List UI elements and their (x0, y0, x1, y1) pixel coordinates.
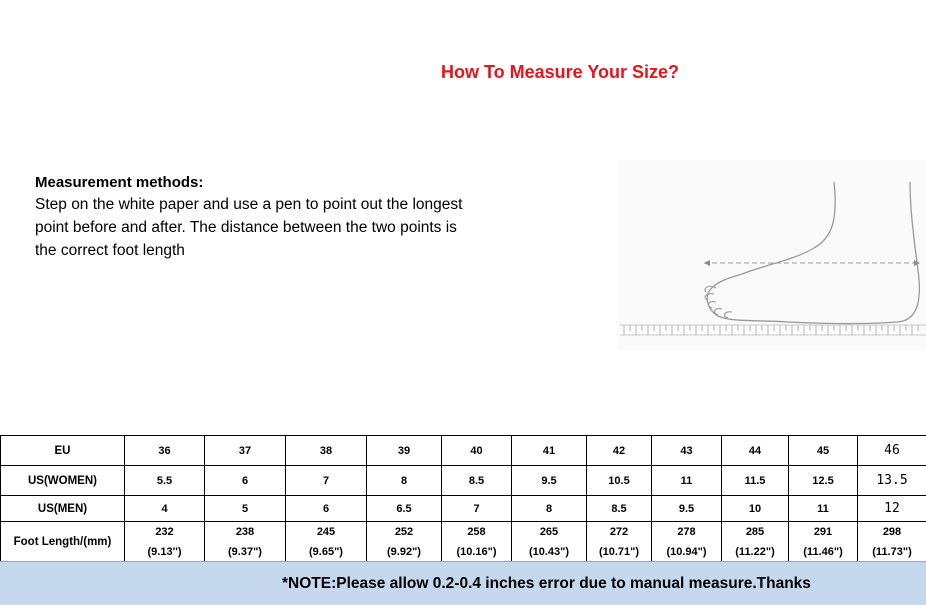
measurement-methods (35, 173, 535, 262)
table-cell: 6 (286, 496, 367, 522)
measurement-line: the correct foot length (35, 239, 535, 262)
table-row-foot-length (1, 522, 926, 562)
inch-value: (9.13'') (125, 545, 204, 559)
note-bar (0, 561, 926, 605)
table-row-eu (1, 436, 926, 466)
measurement-line: Step on the white paper and use a pen to point out the longest (35, 193, 535, 216)
mm-value: 238 (205, 525, 285, 539)
mm-value: 285 (722, 525, 788, 539)
inch-value: (10.71") (587, 545, 651, 559)
row-label-eu: EU (1, 436, 125, 466)
table-cell (789, 522, 858, 562)
table-cell: 7 (286, 466, 367, 496)
mm-value: 245 (286, 525, 366, 539)
table-cell (512, 522, 587, 562)
table-cell (205, 522, 286, 562)
inch-value: (11.46") (789, 545, 857, 559)
table-cell: 39 (367, 436, 442, 466)
table-cell: 37 (205, 436, 286, 466)
size-table (0, 435, 926, 562)
inch-value: (10.16") (442, 545, 511, 559)
table-cell (652, 522, 722, 562)
table-row-us-women (1, 466, 926, 496)
table-cell: 11.5 (722, 466, 789, 496)
row-label-foot-length: Foot Length/(mm) (1, 522, 125, 562)
mm-value: 258 (442, 525, 511, 539)
page-title: How To Measure Your Size? (441, 62, 679, 83)
row-label-us-men: US(MEN) (1, 496, 125, 522)
table-cell: 46 (858, 436, 926, 466)
table-cell (722, 522, 789, 562)
inch-value: (11.22") (722, 545, 788, 559)
mm-value: 278 (652, 525, 721, 539)
note-text: *NOTE:Please allow 0.2-0.4 inches error due to manual measure.Thanks (282, 575, 811, 593)
table-cell (858, 522, 926, 562)
measurement-heading: Measurement methods: (35, 173, 535, 193)
table-cell (367, 522, 442, 562)
foot-measurement-icon (618, 160, 926, 350)
table-cell: 36 (125, 436, 205, 466)
table-cell: 5.5 (125, 466, 205, 496)
table-cell: 45 (789, 436, 858, 466)
table-cell: 9.5 (652, 496, 722, 522)
mm-value: 291 (789, 525, 857, 539)
table-row-us-men (1, 496, 926, 522)
table-cell: 43 (652, 436, 722, 466)
table-cell: 8.5 (442, 466, 512, 496)
table-cell: 11 (789, 496, 858, 522)
table-cell: 4 (125, 496, 205, 522)
table-cell: 44 (722, 436, 789, 466)
mm-value: 272 (587, 525, 651, 539)
table-cell: 13.5 (858, 466, 926, 496)
table-cell: 8.5 (587, 496, 652, 522)
table-cell: 6 (205, 466, 286, 496)
table-cell: 6.5 (367, 496, 442, 522)
table-cell: 11 (652, 466, 722, 496)
table-cell: 12 (858, 496, 926, 522)
mm-value: 298 (858, 525, 926, 539)
table-cell: 42 (587, 436, 652, 466)
table-cell: 8 (367, 466, 442, 496)
mm-value: 232 (125, 525, 204, 539)
inch-value: (9.37") (205, 545, 285, 559)
inch-value: (10.43") (512, 545, 586, 559)
table-cell: 9.5 (512, 466, 587, 496)
table-cell (587, 522, 652, 562)
table-cell (286, 522, 367, 562)
inch-value: (11.73") (858, 545, 926, 559)
table-cell: 10.5 (587, 466, 652, 496)
table-cell: 38 (286, 436, 367, 466)
table-cell: 40 (442, 436, 512, 466)
table-cell: 10 (722, 496, 789, 522)
table-cell: 12.5 (789, 466, 858, 496)
measurement-line: point before and after. The distance between the two points is (35, 216, 535, 239)
mm-value: 252 (367, 525, 441, 539)
row-label-us-women: US(WOMEN) (1, 466, 125, 496)
inch-value: (9.65") (286, 545, 366, 559)
table-cell: 5 (205, 496, 286, 522)
table-cell (442, 522, 512, 562)
table-cell (125, 522, 205, 562)
table-cell: 7 (442, 496, 512, 522)
table-cell: 8 (512, 496, 587, 522)
table-cell: 41 (512, 436, 587, 466)
inch-value: (9.92") (367, 545, 441, 559)
mm-value: 265 (512, 525, 586, 539)
inch-value: (10.94") (652, 545, 721, 559)
